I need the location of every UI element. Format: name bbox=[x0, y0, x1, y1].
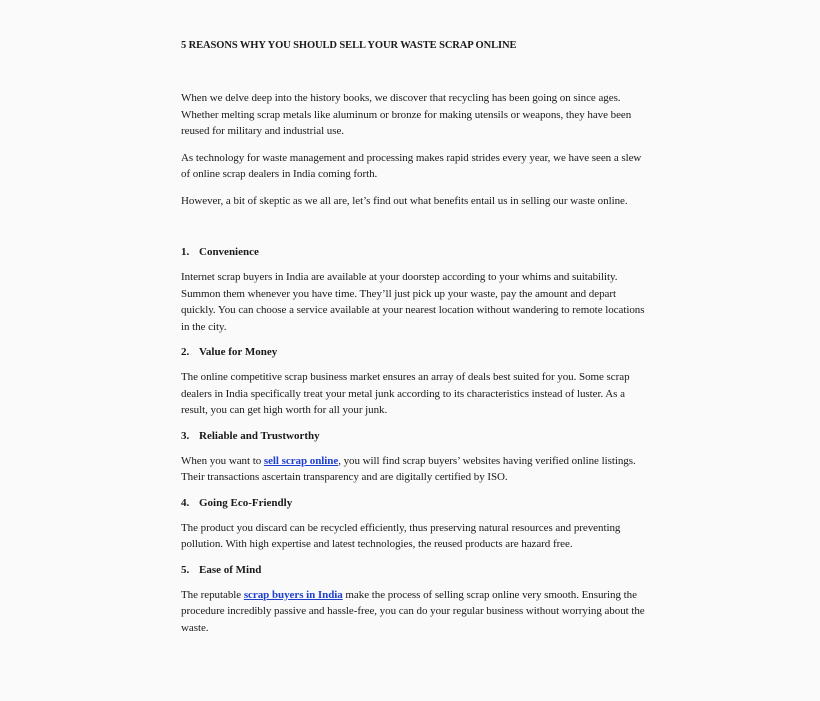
section-heading-text: Value for Money bbox=[199, 346, 278, 358]
scrap-buyers-in-india-link[interactable]: scrap buyers in India bbox=[243, 588, 343, 601]
section-body-value-for-money: The online competitive scrap business market ensures an array of deals best suited for you. Some scrap dealers in India specifically treat your metal junk according to its characteristics instead of luster. As a result, you can get high worth for all your junk. bbox=[181, 371, 630, 416]
section-heading-eco-friendly bbox=[181, 495, 651, 511]
section-number: 1. bbox=[181, 246, 190, 258]
sell-scrap-online-link[interactable]: sell scrap online bbox=[263, 454, 339, 467]
section-heading-ease-of-mind bbox=[181, 562, 651, 578]
section-heading-value-for-money bbox=[181, 344, 651, 360]
body-text-before-link: The reputable bbox=[181, 588, 244, 601]
document-title: 5 REASONS WHY YOU SHOULD SELL YOUR WASTE SCRAP ONLINE bbox=[181, 40, 517, 51]
document-body bbox=[181, 38, 651, 636]
body-text-before-link: When you want to bbox=[181, 454, 264, 467]
section-number: 3. bbox=[181, 429, 190, 442]
section-number: 4. bbox=[181, 496, 190, 509]
body-text-after-link: , you will find scrap buyers’ websites having verified online listings. Their transactions ascertain transparency and are digitally certified by ISO. bbox=[181, 454, 636, 483]
section-heading-text: Going Eco-Friendly bbox=[199, 496, 293, 509]
section-heading-text: Convenience bbox=[199, 246, 259, 258]
section-body-reliable bbox=[181, 453, 651, 486]
intro-paragraph-2: As technology for waste management and processing makes rapid strides every year, we have seen a slew of online scrap dealers in India coming forth. bbox=[181, 151, 642, 180]
section-number: 5. bbox=[181, 563, 190, 576]
section-heading-convenience bbox=[181, 244, 651, 260]
intro-paragraph-1: When we delve deep into the history books, we discover that recycling has been going on since ages. Whether melting scrap metals like aluminum or bronze for making utensils or weapons, they have been reused for military and industrial use. bbox=[181, 92, 632, 137]
body-text-after-link: make the process of selling scrap online very smooth. Ensuring the procedure incredibly passive and hassle-free, you can do your regular business without worrying about the waste. bbox=[181, 588, 645, 634]
section-heading-text: Reliable and Trustworthy bbox=[199, 429, 320, 442]
section-number: 2. bbox=[181, 346, 190, 358]
section-body-eco-friendly: The product you discard can be recycled efficiently, thus preserving natural resources and preventing pollution. With high expertise and latest technologies, the reused products are hazard free. bbox=[181, 521, 621, 550]
section-body-convenience: Internet scrap buyers in India are available at your doorstep according to your whims and suitability. Summon them whenever you have time. They’ll just pick up your waste, pay the amount and depart quickly. You can choose a service available at your nearest location without wandering to remote locations in the city. bbox=[181, 271, 645, 333]
section-heading-reliable bbox=[181, 428, 651, 444]
intro-paragraph-3: However, a bit of skeptic as we all are, let’s find out what benefits entail us in selling our waste online. bbox=[181, 194, 628, 207]
section-heading-text: Ease of Mind bbox=[199, 563, 262, 576]
section-body-ease-of-mind bbox=[181, 587, 651, 637]
